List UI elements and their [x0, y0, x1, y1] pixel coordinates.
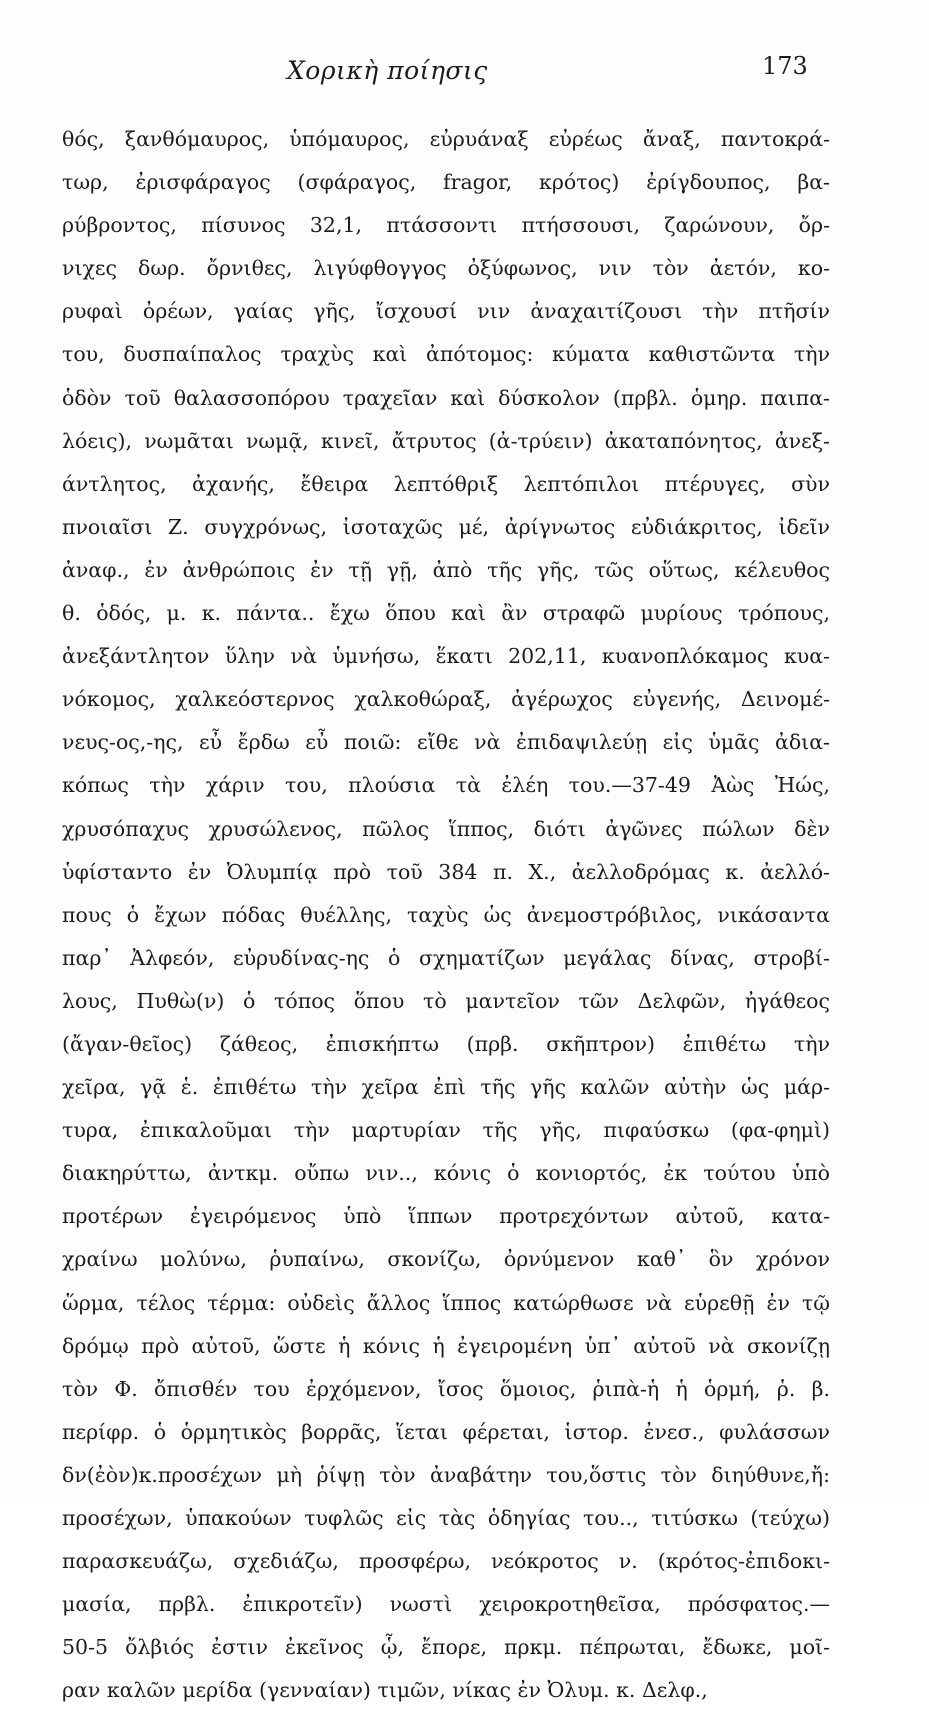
text-line: περίφρ. ὁ ὁρμητικὸς βορρᾶς, ἵεται φέρεται, ἱστορ. ἐνεσ., φυλάσσων	[62, 1419, 830, 1444]
text-line: τωρ, ἐρισφάραγος (σφάραγος, fragor, κρότος) ἐρίγδουπος, βα-	[62, 170, 830, 195]
running-head	[0, 48, 929, 88]
text-line: νόκομος, χαλκεόστερνος χαλκοθώραξ, ἀγέρωχος εὐγενής, Δεινομέ-	[62, 687, 830, 712]
text-line: παρασκευάζω, σχεδιάζω, προσφέρω, νεόκροτος ν. (κρότος-ἐπιδοκι-	[62, 1549, 830, 1574]
text-line: ἀναφ., ἐν ἀνθρώποις ἐν τῇ γῇ, ἀπὸ τῆς γῆς, τῶς οὕτως, κέλευθος	[62, 557, 830, 582]
text-line: ἀνεξάντλητον ὕλην νὰ ὑμνήσω, ἕκατι 202,11, κυανοπλόκαμος κυα-	[62, 644, 830, 669]
text-line: πους ὁ ἔχων πόδας θυέλλης, ταχὺς ὡς ἀνεμοστρόβιλος, νικάσαντα	[62, 902, 830, 927]
text-line: κόπως τὴν χάριν του, πλούσια τὰ ἐλέη του.—37-49 Ἀὼς Ἠώς,	[62, 773, 830, 798]
text-line: χραίνω μολύνω, ῥυπαίνω, σκονίζω, ὀρνύμενον καθ᾽ ὃν χρόνον	[62, 1247, 830, 1272]
text-line: δν(ἐὸν)κ.προσέχων μὴ ῥίψῃ τὸν ἀναβάτην του,ὅστις τὸν διηύθυνε,ἤ:	[62, 1462, 830, 1487]
text-line: τυρα, ἐπικαλοῦμαι τὴν μαρτυρίαν τῆς γῆς, πιφαύσκω (φα-φημὶ)	[62, 1118, 830, 1143]
text-line: μασία, πρβλ. ἐπικροτεῖν) νωστὶ χειροκροτηθεῖσα, πρόσφατος.—	[62, 1592, 830, 1617]
text-line: προτέρων ἐγειρόμενος ὑπὸ ἵππων προτρεχόντων αὐτοῦ, κατα-	[62, 1204, 830, 1229]
text-line: άντλητος, ἀχανής, ἔθειρα λεπτόθριξ λεπτόπιλοι πτέρυγες, σὺν	[62, 471, 830, 496]
commentary-text	[62, 118, 830, 1712]
text-line: προσέχων, ὑπακούων τυφλῶς εἰς τὰς ὁδηγίας του.., τιτύσκω (τεύχω)	[62, 1506, 830, 1530]
text-line: λόεις), νωμᾶται νωμᾷ, κινεῖ, ἄτρυτος (ἀ-τρύειν) ἀκαταπόνητος, ἀνεξ-	[62, 428, 830, 453]
text-line: τὸν Φ. ὄπισθέν του ἐρχόμενον, ἴσος ὅμοιος, ῥιπὰ-ἡ ἡ ὁρμή, ῥ. β.	[62, 1376, 830, 1401]
text-line: ρυφαὶ ὀρέων, γαίας γῆς, ἴσχουσί νιν ἀναχαιτίζουσι τὴν πτῆσίν	[62, 299, 830, 324]
text-line: 50-5 ὄλβιός ἐστιν ἐκεῖνος ᾧ, ἔπορε, πρκμ. πέπρωται, ἔδωκε, μοῖ-	[62, 1635, 830, 1660]
text-line: ρύβροντος, πίσυνος 32,1, πτάσσοντι πτήσσουσι, ζαρώνουν, ὄρ-	[62, 213, 830, 238]
text-line: ὁδὸν τοῦ θαλασσοπόρου τραχεῖαν καὶ δύσκολον (πρβλ. ὁμηρ. παιπα-	[62, 385, 830, 410]
text-line: λους, Πυθὼ(ν) ὁ τόπος ὅπου τὸ μαντεῖον τῶν Δελφῶν, ἠγάθεος	[62, 988, 830, 1013]
text-line: παρ᾽ Ἀλφεόν, εὐρυδίνας-ης ὁ σχηματίζων μεγάλας δίνας, στροβί-	[62, 945, 830, 970]
text-line: θ. ὁδός, μ. κ. πάντα.. ἔχω ὅπου καὶ ἂν στραφῶ μυρίους τρόπους,	[62, 601, 830, 626]
text-line: ὑφίσταντο ἐν Ὀλυμπίᾳ πρὸ τοῦ 384 π. Χ., ἀελλοδρόμας κ. ἀελλό-	[62, 859, 830, 884]
text-line: του, δυσπαίπαλος τραχὺς καὶ ἀπότομος: κύματα καθιστῶντα τὴν	[62, 342, 830, 367]
text-line: ὥρμα, τέλος τέρμα: οὐδεὶς ἄλλος ἵππος κατώρθωσε νὰ εὑρεθῇ ἐν τῷ	[62, 1290, 830, 1315]
text-line: ραν καλῶν μερίδα (γενναίαν) τιμῶν, νίκας ἐν Ὀλυμ. κ. Δελφ.,	[62, 1678, 708, 1703]
text-line: διακηρύττω, ἀντκμ. οὔπω νιν.., κόνις ὁ κονιορτός, ἐκ τούτου ὑπὸ	[62, 1161, 830, 1186]
text-line: χρυσόπαχυς χρυσώλενος, πῶλος ἵππος, διότι ἀγῶνες πώλων δὲν	[62, 816, 830, 841]
text-line: νιχες δωρ. ὄρνιθες, λιγύφθογγος ὀξύφωνος, νιν τὸν ἀετόν, κο-	[62, 256, 830, 281]
text-line: θός, ξανθόμαυρος, ὑπόμαυρος, εὐρυάναξ εὐρέως ἄναξ, παντοκρά-	[62, 127, 830, 151]
text-line: (ἄγαν-θεῖος) ζάθεος, ἐπισκήπτω (πρβ. σκῆπτρον) ἐπιθέτω τὴν	[62, 1031, 830, 1056]
text-line: χεῖρα, γᾷ ἑ. ἐπιθέτω τὴν χεῖρα ἐπὶ τῆς γῆς καλῶν αὐτὴν ὡς μάρ-	[62, 1075, 830, 1100]
running-title: Χορικὴ ποίησις	[287, 56, 488, 85]
text-line: πνοιαῖσι Ζ. συγχρόνως, ἰσοταχῶς μέ, ἀρίγνωτος εὐδιάκριτος, ἰδεῖν	[62, 514, 830, 539]
text-line: δρόμῳ πρὸ αὐτοῦ, ὥστε ἡ κόνις ἡ ἐγειρομένη ὑπ᾽ αὐτοῦ νὰ σκονίζῃ	[62, 1333, 830, 1358]
page-number: 173	[762, 52, 808, 80]
text-line: νευς-ος,-ης, εὖ ἔρδω εὖ ποιῶ: εἴθε νὰ ἐπιδαψιλεύῃ εἰς ὑμᾶς ἀδια-	[62, 730, 830, 755]
